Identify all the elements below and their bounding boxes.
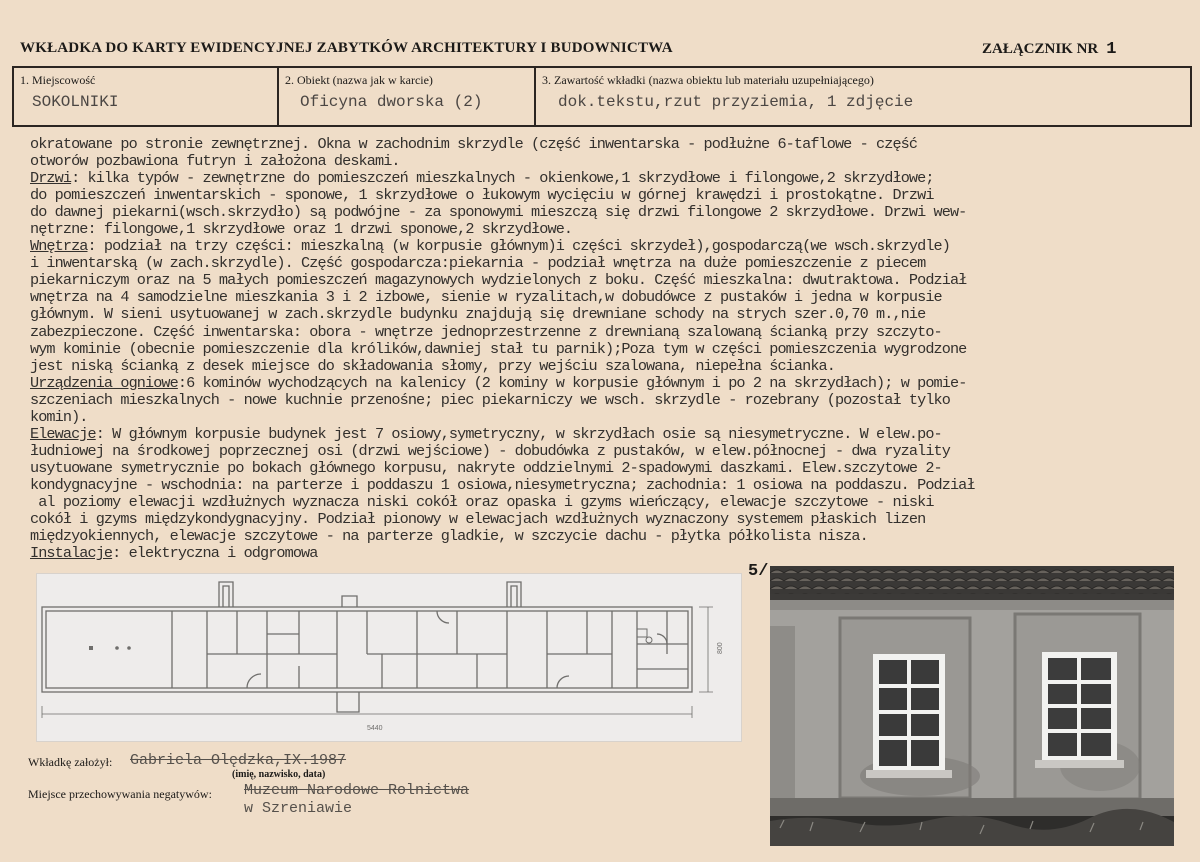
author-value: Gabriela Olędzka,IX.1987 <box>130 752 347 769</box>
windows-text: okratowane po stronie zewnętrznej. Okna w zachodnim skrzydle (część inwentarska - podłużne 6-taflowe - część otworów pozbawiona futryn i założona deskami. <box>30 135 918 171</box>
description-text <box>30 136 1195 562</box>
header-rule-divider-1 <box>277 66 279 127</box>
plan-chimney-bump <box>342 596 357 607</box>
interiors-heading: Wnętrza <box>30 237 88 256</box>
photo-window-left <box>866 654 952 778</box>
header-rule-divider-2 <box>534 66 536 127</box>
header-rule-top <box>12 66 1192 68</box>
author-label: Wkładkę założył: <box>28 755 113 769</box>
negatives-value-line2: w Szreniawie <box>244 800 353 817</box>
negatives-value-line1: Muzeum Narodowe Rolnictwa <box>244 782 470 799</box>
floor-plan <box>36 573 742 742</box>
installations-heading: Instalacje <box>30 544 113 563</box>
annex-label-text: ZAŁĄCZNIK NR <box>982 41 1099 57</box>
building-photo <box>770 566 1174 846</box>
object-label: 2. Obiekt (nazwa jak w karcie) <box>285 73 433 87</box>
installations-text: : elektryczna i odgromowa <box>112 544 318 563</box>
content-label: 3. Zawartość wkładki (nazwa obiektu lub materiału uzupełniającego) <box>542 73 874 87</box>
plan-extension <box>337 692 359 712</box>
photo-number: 5/ <box>748 562 769 581</box>
doors-heading: Drzwi <box>30 169 72 188</box>
content-value: dok.tekstu,rzut przyziemia, 1 zdjęcie <box>558 93 914 111</box>
header-rule-right <box>1190 66 1192 127</box>
place-label: 1. Miejscowość <box>20 73 96 87</box>
doors-text: : kilka typów - zewnętrzne do pomieszczeń mieszkalnych - okienkowe,1 skrzydłowe i filongowe,2 skrzydłowe; do pomieszczeń inwentarskich - sponowe, 1 skrzydłowe o łukowym wycięciu w górnej krawędzi i prostokątne. Drzwi do dawnej piekarni(wsch.skrzydło) są podwójne - za sponowymi mieszczą się drzwi filongowe 2 skrzydłowe. Drzwi wew- nętrzne: filongowe,1 skrzydłowe oraz 1 drzwi sponowe,2 skrzydłowe. <box>30 169 967 239</box>
annex-label <box>982 40 1116 59</box>
plan-dim-width: 800 <box>717 642 724 654</box>
plan-dim-length: 5440 <box>367 725 383 732</box>
author-hint: (imię, nazwisko, data) <box>232 769 326 780</box>
header-rule-bottom <box>12 125 1192 127</box>
annex-number: 1 <box>1106 40 1117 59</box>
elevations-heading: Elewacje <box>30 424 96 443</box>
elevations-text: : W głównym korpusie budynek jest 7 osiowy,symetryczny, w skrzydłach osie są niesymetryczne. W elew.po- łudniowej na środkowej poprzecznej osi (drzwi wejściowe) - dobudówka z pustaków, w elew.północnej - dwa ryzality usytuowane symetrycznie po bokach głównego korpusu, nakryte oddzielnymi 2-spadowymi daszkami. Elew.szczytowe 2- kondygnacyjne - wschodnia: na parterze i poddaszu 1 osiowa,niesymetryczna; zachodnia: 1 osiowa na poddaszu. Podział al poziomy elewacji wzdłużnych wyznacza niski cokół oraz opaska i gzyms wieńczący, elewacje szczytowe - niski cokół i gzyms międzykondygnacyjny. Podział pionowy w elewacjach wzdłużnych wyznaczony systemem płaskich lizen międzyokiennych, elewacje szczytowe - na parterze gladkie, w szczycie dachu - płytka półkolista nisza. <box>30 424 975 546</box>
negatives-label: Miejsce przechowywania negatywów: <box>28 787 212 801</box>
photo-window-right <box>1035 652 1124 768</box>
interiors-text: : podział na trzy części: mieszkalną (w korpusie głównym)i części skrzydeł),gospodarczą(we wsch.skrzydle) i inwentarską (w zach.skrzydle). Część gospodarcza:piekarnia - podział wnętrza na duże pomieszczenie z piecem piekarniczym oraz na 5 małych pomieszczeń magazynowych wydzielonych z boku. Część mieszkalna: dwutraktowa. Podział wnętrza na 4 samodzielne mieszkania 3 i 2 izbowe, sienie w ryzalitach,w dobudówce z pustaków i jedna w korpusie głównym. W sieni usytuowanej w zach.skrzydle budynku znajdują się drewniane schody na strych szer.0,70 m.,nie zabezpieczone. Część inwentarska: obora - wnętrze jednoprzestrzenne z drewnianą szalowaną ścianką przy szczyto- wym kominie (obecnie pomieszczenie dla królików,dawniej stał tu parnik);Poza tym w części pomieszczenia wygrodzone jest niską ścianką z desek miejsce do składowania słomy, przy wejściu szalowana, niepełna ścianka. <box>30 237 967 375</box>
plan-risalit-1 <box>219 582 233 607</box>
object-value: Oficyna dworska (2) <box>300 93 483 111</box>
header-rule-left <box>12 66 14 127</box>
fire-text: :6 kominów wychodzących na kalenicy (2 kominy w korpusie głównym i po 2 na skrzydłach); w pomie- szczeniach mieszkalnych - nowe kuchnie przenośne; piec piekarniczy we wsch. skrzydle - rozebrany (pozostał tylko komin). <box>30 373 967 426</box>
fire-heading: Urządzenia ogniowe <box>30 373 178 392</box>
building-photo-image <box>770 566 1174 846</box>
place-value: SOKOLNIKI <box>32 93 119 111</box>
floor-plan-drawing <box>37 574 741 741</box>
plan-risalit-2 <box>507 582 521 607</box>
card-title: WKŁADKA DO KARTY EWIDENCYJNEJ ZABYTKÓW ARCHITEKTURY I BUDOWNICTWA <box>20 40 673 56</box>
